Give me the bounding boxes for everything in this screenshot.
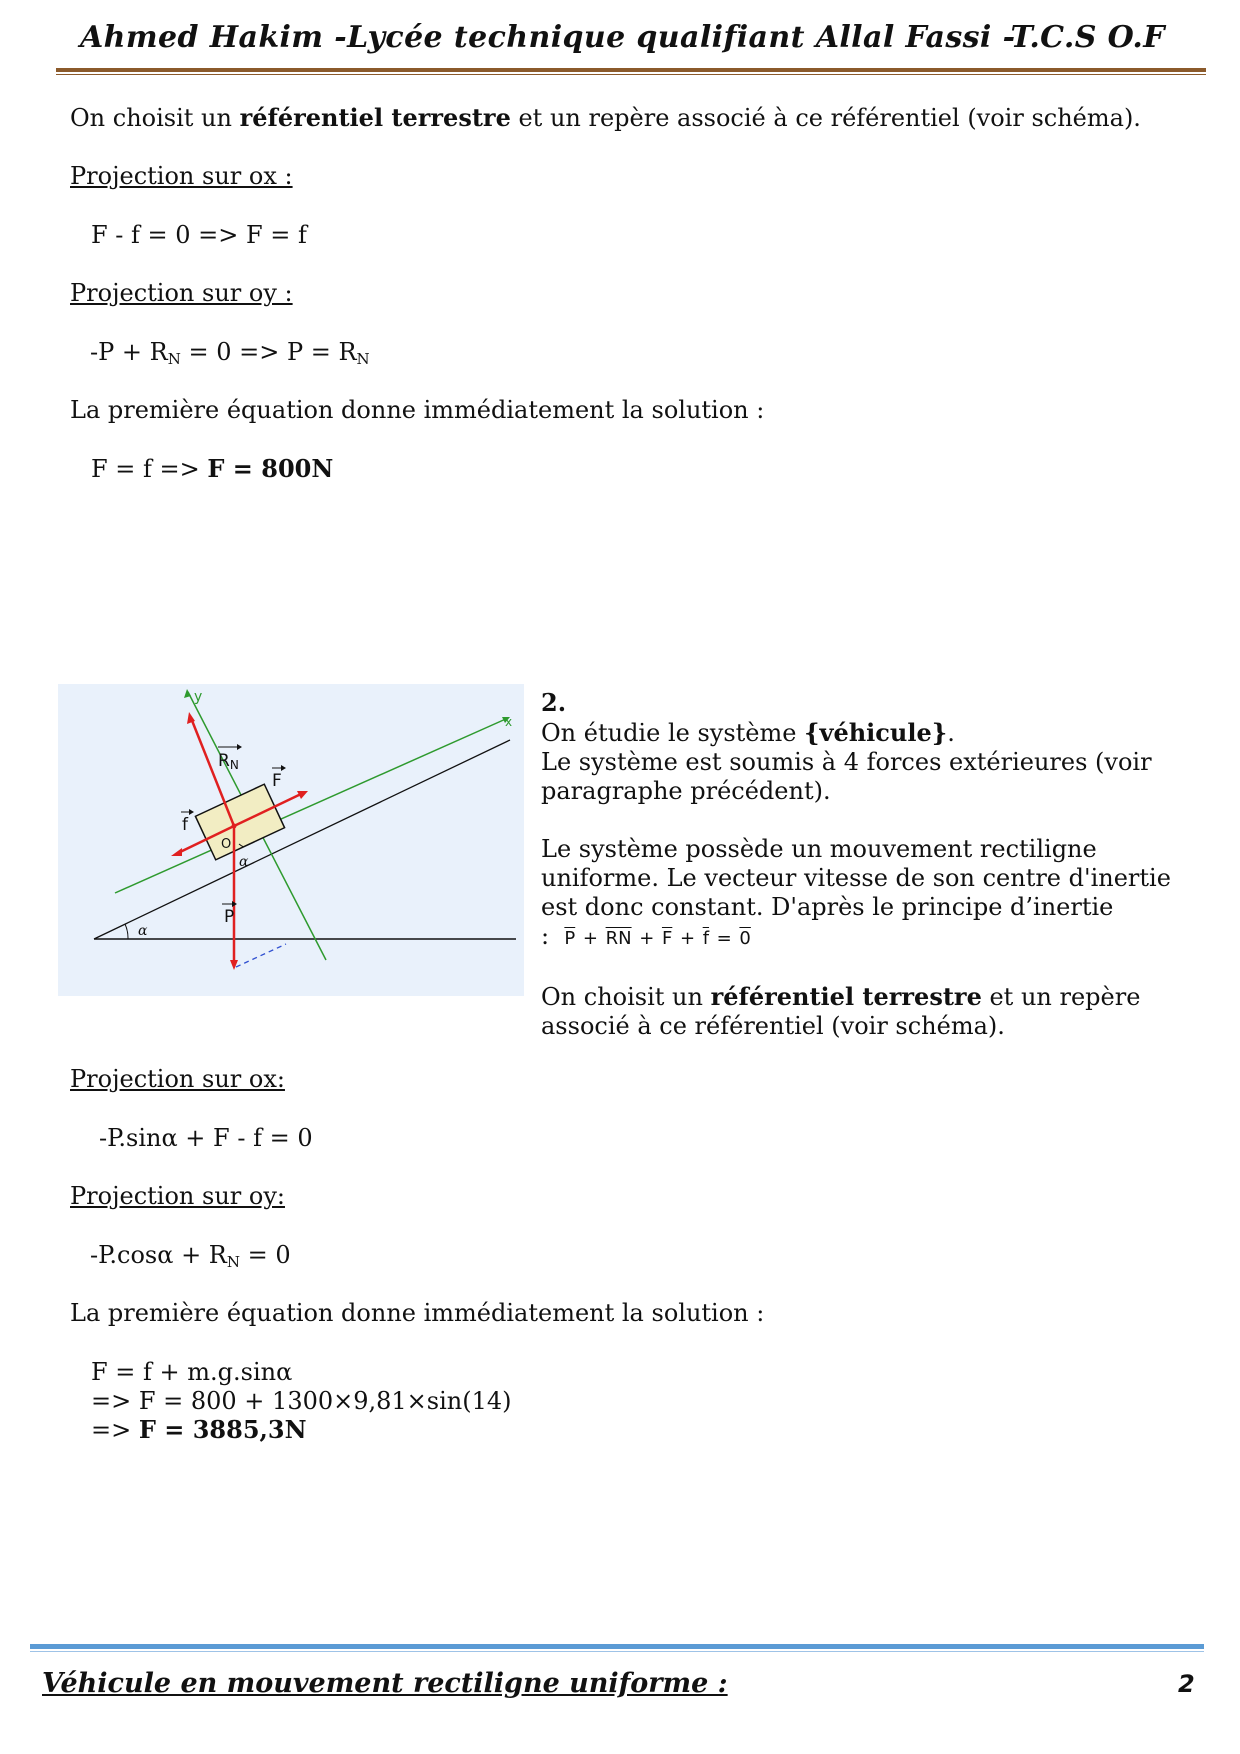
part2-line4: Le système possède un mouvement rectiligne — [541, 835, 1097, 863]
y-axis-label: y — [194, 689, 203, 705]
part1-solution-intro: La première équation donne immédiatement la solution : — [70, 396, 765, 424]
part2-line1: On étudie le système {véhicule}. — [541, 718, 955, 747]
part1-intro: On choisit un référentiel terrestre et un repère associé à ce référentiel (voir schéma). — [70, 103, 1141, 132]
x-axis — [115, 718, 508, 893]
part2-solution-intro: La première équation donne immédiatement la solution : — [70, 1299, 765, 1327]
part2-line5: uniforme. Le vecteur vitesse de son centre d'inertie — [541, 864, 1171, 892]
part2-proj-oy-eq: $-P.\cos\alpha + R_N = 0$ — [90, 1241, 291, 1271]
part2-proj-oy-label: Projection sur oy: — [70, 1182, 285, 1210]
incline-line — [94, 740, 510, 939]
page-number: 2 — [1178, 1670, 1195, 1698]
part2-inertia-equation: : $\overline{P} + \overline{RN} + \overline{F} + \overline{f} = 0$ — [541, 922, 751, 950]
part2-proj-ox-label: Projection sur ox: — [70, 1065, 285, 1093]
footer-title: Véhicule en mouvement rectiligne uniforme : — [42, 1668, 728, 1699]
part2-number: 2. — [541, 688, 567, 717]
rn-vector-bar-head — [237, 744, 242, 750]
footer-rule — [30, 1644, 1204, 1649]
weight-label: P — [224, 907, 235, 927]
part2-solution-line3: => F = 3885,3N — [91, 1415, 307, 1444]
part2-proj-ox-eq: -P.sinα + F - f = 0 — [99, 1124, 313, 1152]
part2-statement — [541, 688, 1181, 1041]
origin-label: O — [221, 837, 232, 852]
part1-proj-ox-label: Projection sur ox : — [70, 162, 293, 190]
friction-label: f — [182, 815, 188, 835]
traction-vector-bar-head — [281, 765, 286, 771]
part2-line6: est donc constant. D'après le principe d’inertie — [541, 893, 1114, 921]
page-header-title: Ahmed Hakim -Lycée technique qualifiant Allal Fassi -T.C.S O.F — [80, 20, 1165, 55]
rn-label: RN — [218, 751, 239, 772]
header-rule-thin — [56, 74, 1206, 75]
projection-dashed — [236, 944, 286, 967]
part1-solution: F = f => F = 800N — [91, 454, 334, 483]
part1-proj-oy-eq: $-P + R_N = 0 => P = R_N$ — [90, 338, 370, 368]
base-angle-arc — [125, 924, 128, 939]
inclined-plane-diagram — [58, 684, 524, 996]
part1-proj-oy-label: Projection sur oy : — [70, 279, 293, 307]
part2-solution-line1: F = f + m.g.sinα — [91, 1358, 293, 1386]
base-alpha-label: α — [138, 923, 148, 939]
friction-force-arrowhead — [171, 848, 182, 856]
part2-line9: associé à ce référentiel (voir schéma). — [541, 1012, 1005, 1040]
x-axis-label: x — [505, 715, 513, 729]
part2-solution-line2: => F = 800 + 1300×9,81×sin(14) — [91, 1387, 512, 1415]
friction-vector-bar-head — [189, 809, 194, 815]
part2-line2: Le système est soumis à 4 forces extérieures (voir — [541, 748, 1152, 776]
origin-point — [232, 824, 237, 829]
part1-proj-ox-eq: F - f = 0 => F = f — [91, 221, 307, 249]
part2-line8: On choisit un référentiel terrestre et un repère — [541, 982, 1141, 1011]
header-rule — [56, 68, 1206, 72]
traction-label: F — [272, 771, 282, 791]
block-alpha-label: α — [239, 854, 249, 870]
weight-arrowhead — [230, 960, 238, 970]
part2-line3: paragraphe précédent). — [541, 777, 831, 805]
footer-rule-thin — [30, 1651, 1204, 1652]
